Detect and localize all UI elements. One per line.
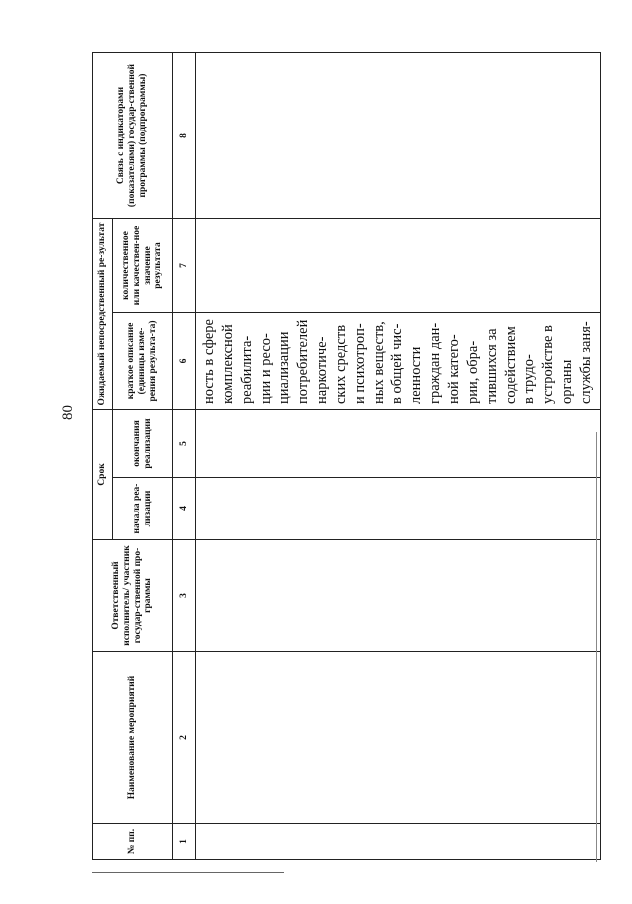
- cell-result-value: [196, 219, 601, 313]
- desc-line: ных веществ,: [370, 321, 387, 404]
- desc-line: наркотиче-: [314, 336, 331, 404]
- column-number-8: 8: [173, 53, 196, 219]
- page-number: 80: [60, 405, 76, 420]
- desc-line: ции и ресо-: [257, 333, 274, 404]
- desc-line: в трудо-: [521, 354, 538, 404]
- desc-line: тившихся за: [483, 328, 500, 404]
- column-number-4: 4: [173, 478, 196, 540]
- desc-line: циализации: [276, 331, 293, 404]
- desc-line: комплексной: [219, 324, 236, 404]
- desc-line: ских средств: [332, 324, 349, 404]
- cell-period-start: [196, 478, 601, 540]
- header-period: Срок: [93, 410, 113, 540]
- desc-line: ность в сфере: [201, 319, 217, 404]
- column-number-5: 5: [173, 410, 196, 478]
- desc-line: реабилита-: [238, 335, 255, 404]
- column-number-6: 6: [173, 313, 196, 410]
- header-period-start: начала реа-лизации: [113, 478, 173, 540]
- header-responsible: Ответственный исполнитель/ участник государ-ственной про-граммы: [93, 540, 173, 652]
- column-number-2: 2: [173, 652, 196, 824]
- desc-line: ленности: [408, 346, 425, 404]
- desc-line: ной катего-: [445, 334, 462, 404]
- program-activities-table-wrapper: [92, 53, 594, 860]
- desc-line: и психотроп-: [351, 323, 368, 404]
- scan-bottom-line: [92, 872, 284, 873]
- desc-line: устройстве в: [540, 325, 557, 404]
- column-number-1: 1: [173, 824, 196, 860]
- program-activities-table: [92, 52, 601, 860]
- header-activity-name: Наименование мероприятий: [93, 652, 173, 824]
- cell-number: [196, 824, 601, 860]
- column-number-7: 7: [173, 219, 196, 313]
- rotated-table-sheet: [92, 53, 594, 860]
- desc-line: органы: [559, 359, 576, 404]
- desc-line: в общей чис-: [389, 323, 406, 404]
- cell-result-description: [196, 313, 601, 410]
- cell-period-end: [196, 410, 601, 478]
- column-number-3: 3: [173, 540, 196, 652]
- desc-line: потребителей: [295, 319, 312, 404]
- cell-indicator-link: [196, 53, 601, 219]
- header-result-description: краткое описание (единицы изме-рения результа-та): [113, 313, 173, 410]
- header-number: № пп.: [93, 824, 173, 860]
- header-result-value: количественное или качествен-ное значение результата: [113, 219, 173, 313]
- header-expected-result: Ожидаемый непосредственный ре-зультат: [93, 219, 113, 410]
- desc-line: содействием: [502, 326, 519, 404]
- header-indicator-link: Связь с индикаторами (показателями) государ-ственной программы (подпрограммы): [93, 53, 173, 219]
- desc-line: граждан дан-: [427, 322, 444, 404]
- cell-responsible: [196, 540, 601, 652]
- cell-activity-name: [196, 652, 601, 824]
- desc-line: службы заня-: [577, 321, 594, 404]
- desc-line: рии, обра-: [464, 340, 481, 404]
- scan-edge-line: [596, 432, 597, 862]
- header-period-end: окончания реализации: [113, 410, 173, 478]
